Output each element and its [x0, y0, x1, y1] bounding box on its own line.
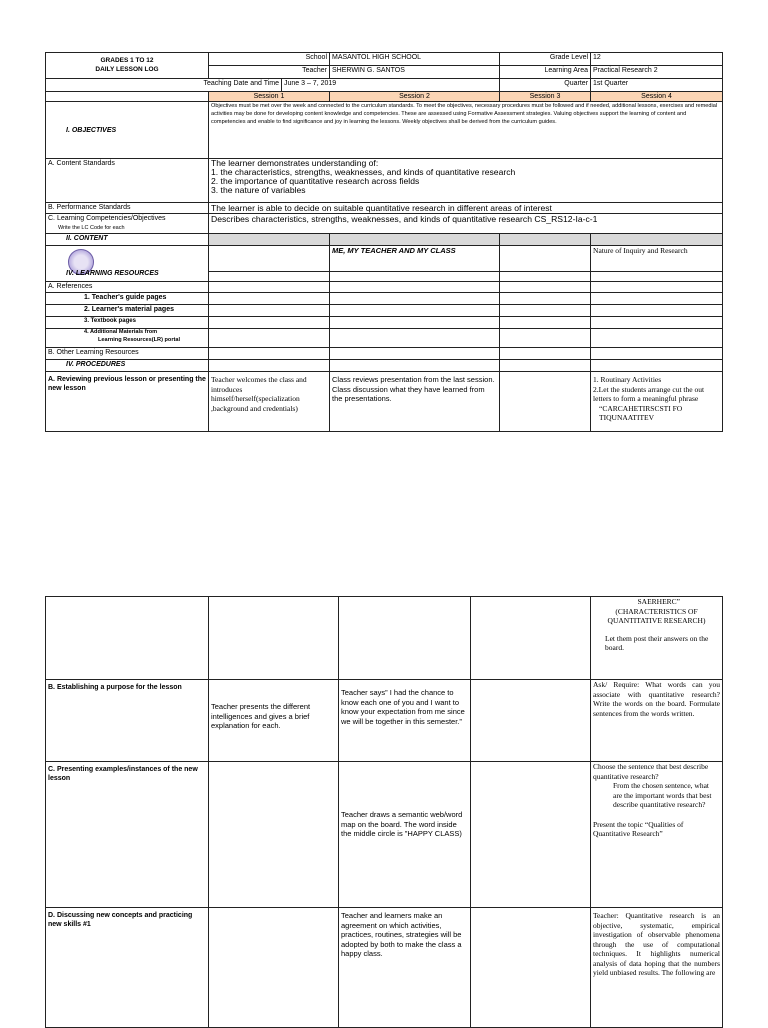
area-label: Learning Area: [500, 66, 591, 79]
content-standards-line3: 2. the importance of quantitative research across fields: [211, 176, 420, 186]
log-title: [46, 53, 209, 79]
school-label: School: [209, 53, 330, 66]
procedure-d-session2: Teacher and learners make an agreement on which activities, practices, routines, strategies will be adopted by both to make the class a happy class.: [339, 908, 471, 1028]
procedure-c-s4-followup: From the chosen sentence, what are the important words that best describe quantitative research?: [613, 781, 712, 809]
procedure-c-label: C. Presenting examples/instances of the new lesson: [46, 762, 209, 908]
grade-label: Grade Level: [500, 53, 591, 66]
content-standards-line1: The learner demonstrates understanding of:: [211, 158, 379, 168]
objectives-text: Objectives must be met over the week and connected to the curriculum standards. To meet the objectives, necessary procedures must be followed and if needed, additional lessons, exercises and remedial activities may be done for developing content knowledge and competencies. These are assessed using Formative Assessment strategies. Valuing objectives support the learning of content and competencies and enable to find significance and joy in learning the lessons. Weekly objectives shall be derived from the curriculum guides.: [209, 102, 723, 159]
other-resources-label: B. Other Learning Resources: [46, 348, 209, 360]
performance-standards-text: The learner is able to decide on suitable quantitative research in different areas of interest: [209, 203, 723, 214]
additional-materials-line1: 4. Additional Materials from: [84, 329, 158, 335]
content-standards-line2: 1. the characteristics, strengths, weaknesses, and kinds of quantitative research: [211, 167, 516, 177]
procedure-a-phrase-end: SAERHERC”: [637, 597, 680, 606]
teacher-label: Teacher: [209, 66, 330, 79]
content-label: II. CONTENT: [46, 234, 209, 246]
content-standards-text: [209, 159, 723, 203]
procedure-b-session1: Teacher presents the different intelligences and gives a brief explanation for each.: [209, 680, 339, 762]
teachers-guide-label: 1. Teacher's guide pages: [46, 293, 209, 305]
procedure-a-continued: [591, 597, 723, 680]
competencies-label-text: C. Learning Competencies/Objectives: [48, 215, 166, 222]
procedure-a-phrase-answer: (CHARACTERISTICS OF QUANTITATIVE RESEARCH): [607, 606, 706, 625]
area-value: Practical Research 2: [591, 66, 723, 79]
procedure-a-s4-step2: 2.Let the students arrange cut the out letters to form a meaningful phrase: [593, 384, 705, 403]
session-3-header: Session 3: [500, 92, 591, 102]
lesson-log-table-page2: [45, 596, 723, 1028]
date-label: Teaching Date and Time: [46, 79, 282, 92]
references-label: A. References: [46, 282, 209, 293]
additional-materials-line2: Learning Resources(LR) portal: [98, 336, 181, 343]
competencies-sublabel: Write the LC Code for each: [58, 225, 125, 231]
content-standards-label: A. Content Standards: [46, 159, 209, 203]
learning-resources-label: IV. LEARNING RESOURCES: [66, 270, 159, 277]
additional-materials-label: [46, 329, 209, 348]
content-session2: ME, MY TEACHER AND MY CLASS: [330, 246, 500, 272]
competencies-label: [46, 214, 209, 234]
procedure-c-s4-topic: Present the topic “Qualities of Quantitative Research”: [593, 819, 684, 838]
session-4-header: Session 4: [591, 92, 723, 102]
content-standards-line4: 3. the nature of variables: [211, 185, 306, 195]
quarter-value: 1st Quarter: [591, 79, 723, 92]
competencies-text: Describes characteristics, strengths, weaknesses, and kinds of quantitative research CS_RS12-Ia-c-1: [209, 214, 723, 234]
log-title-line2: DAILY LESSON LOG: [95, 66, 159, 73]
procedure-a-post-answers: Let them post their answers on the board.: [605, 633, 709, 652]
procedure-a-label: A. Reviewing previous lesson or presenting the new lesson: [46, 372, 209, 432]
date-value: June 3 – 7, 2019: [282, 79, 500, 92]
learning-resources-header-cell: [46, 246, 209, 282]
session-2-header: Session 2: [330, 92, 500, 102]
procedure-a-s4-step1: 1. Routinary Activities: [593, 375, 662, 384]
textbook-pages-label: 3. Textbook pages: [46, 317, 209, 329]
procedure-c-s4-question: Choose the sentence that best describe quantitative research?: [593, 762, 709, 781]
procedure-b-label: B. Establishing a purpose for the lesson: [46, 680, 209, 762]
procedure-a-session4: [591, 372, 723, 432]
procedure-a-session1: Teacher welcomes the class and introduces himself/herself(specialization ,background and credentials): [209, 372, 330, 432]
objectives-label: I. OBJECTIVES: [46, 102, 209, 159]
procedure-b-session4: Ask/ Require: What words can you associate with quantitative research? Write the words on the board. Formulate sentences from the words written.: [591, 680, 723, 762]
procedures-label: IV. PROCEDURES: [46, 360, 209, 372]
procedure-c-session2: Teacher draws a semantic web/word map on the board. The word inside the middle circle is "HAPPY CLASS): [339, 762, 471, 908]
procedure-b-session2: Teacher says” I had the chance to know each one of you and I want to know your expectation from me since we will be together in this semester.”: [339, 680, 471, 762]
grade-value: 12: [591, 53, 723, 66]
quarter-label: Quarter: [500, 79, 591, 92]
procedure-d-session4: Teacher: Quantitative research is an objective, systematic, empirical investigation of observable phenomena through the use of computational techniques. It highlights numerical analysis of data hoping that the numbers yield unbiased results. The following are: [591, 908, 723, 1028]
procedure-d-label: D. Discussing new concepts and practicing new skills #1: [46, 908, 209, 1028]
procedure-a-session2: Class reviews presentation from the last session. Class discussion what they have learned from the presentations.: [330, 372, 500, 432]
learners-material-label: 2. Learner's material pages: [46, 305, 209, 317]
teacher-value: SHERWIN G. SANTOS: [330, 66, 500, 79]
performance-standards-label: B. Performance Standards: [46, 203, 209, 214]
session-1-header: Session 1: [209, 92, 330, 102]
content-session4: Nature of Inquiry and Research: [591, 246, 723, 272]
procedure-c-session4: [591, 762, 723, 908]
lesson-log-table-page1: [45, 52, 723, 432]
log-title-line1: GRADES 1 TO 12: [100, 57, 154, 64]
school-value: MASANTOL HIGH SCHOOL: [330, 53, 500, 66]
procedure-a-s4-phrase: “CARCAHETIRSCSTI FO TIQUNAATITEV: [599, 403, 683, 422]
